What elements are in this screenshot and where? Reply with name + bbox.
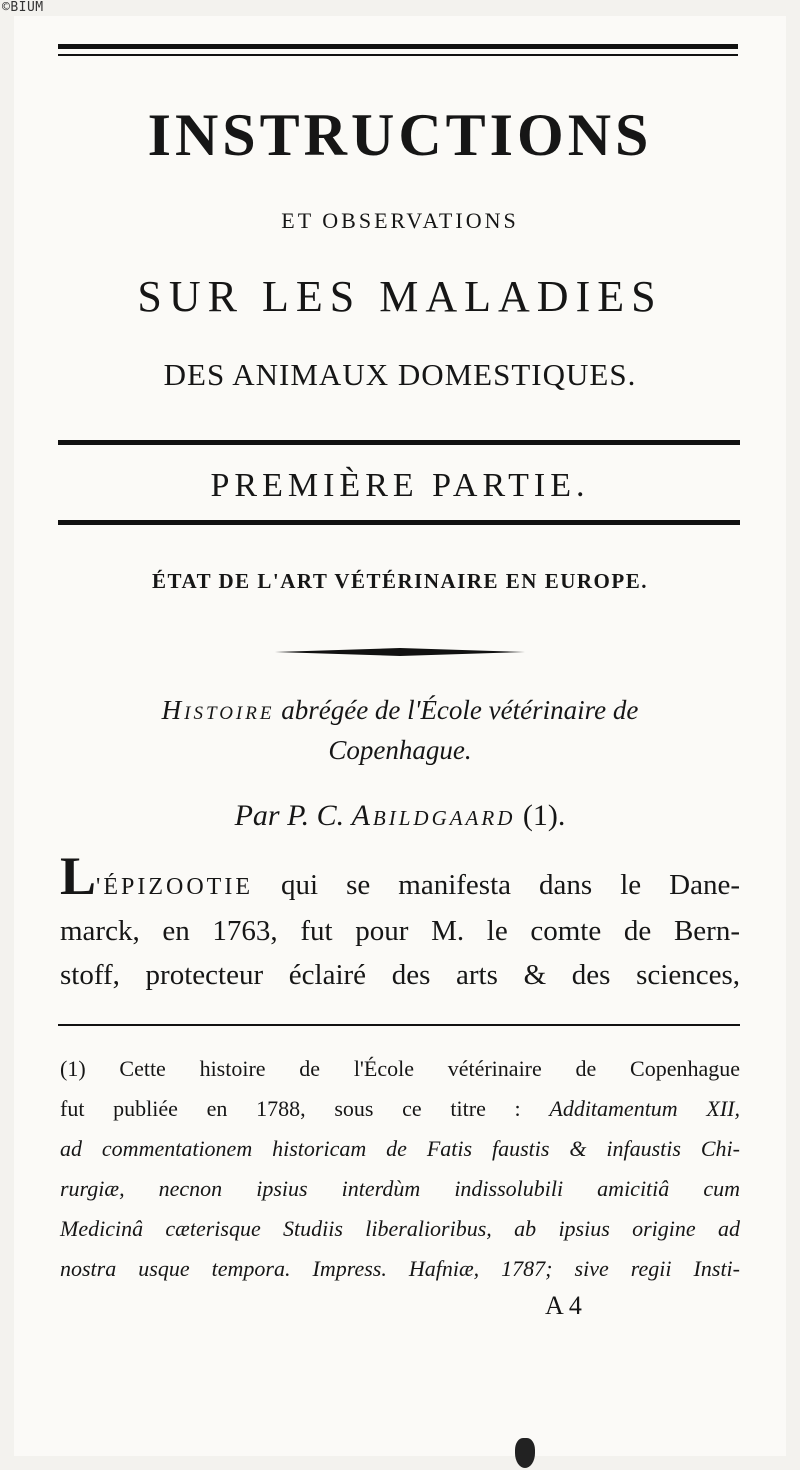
body-line-1-rest: qui se manifesta dans le Dane- [253, 869, 740, 901]
byline-note-ref: (1). [515, 799, 566, 832]
footnote-line-2 [60, 1094, 740, 1124]
title-des-animaux: DES ANIMAUX DOMESTIQUES. [163, 357, 637, 392]
history-heading-line1 [70, 690, 730, 730]
body-line-3: stoff, protecteur éclairé des arts & des sciences, [60, 959, 740, 991]
byline [0, 796, 800, 836]
drop-cap: L [60, 846, 97, 906]
footnote-separator [58, 1024, 740, 1026]
part-heading: PREMIÈRE PARTIE. [210, 467, 590, 504]
title-instructions: INSTRUCTIONS [147, 102, 653, 168]
history-heading-line2: Copenhague. [328, 735, 472, 765]
byline-author: Abildgaard [351, 799, 516, 832]
part-rule-bottom [58, 520, 740, 525]
history-word: Histoire [161, 695, 275, 725]
title-sur-les-maladies: SUR LES MALADIES [137, 272, 663, 321]
footnote-line-6: nostra usque tempora. Impress. Hafniæ, 1787; sive regii Insti- [60, 1256, 740, 1281]
section-heading: ÉTAT DE L'ART VÉTÉRINAIRE EN EUROPE. [152, 569, 648, 593]
watermark: ©BIUM [2, 0, 44, 15]
body-line-2: marck, en 1763, fut pour M. le comte de Bern- [60, 915, 740, 947]
body-smallcaps-word: 'ÉPIZOOTIE [96, 874, 253, 900]
top-double-rule-b [58, 54, 738, 56]
footnote-line-1: (1) Cette histoire de l'École vétérinaire de Copenhague [60, 1056, 740, 1081]
body-line-1 [60, 846, 740, 908]
part-rule-top [58, 440, 740, 445]
footnote-line-3: ad commentationem historicam de Fatis faustis & infaustis Chi- [60, 1136, 740, 1161]
footnote-line-4: rurgiæ, necnon ipsius interdùm indissolubili amicitiâ cum [60, 1176, 740, 1201]
footnote-line-2-roman: fut publiée en 1788, sous ce titre : [60, 1096, 550, 1121]
footnote-line-5: Medicinâ cæterisque Studiis liberalioribus, ab ipsius origine ad [60, 1216, 740, 1241]
signature-mark: A 4 [545, 1291, 582, 1320]
byline-prefix: Par P. C. [234, 799, 352, 832]
top-double-rule-a [58, 44, 738, 49]
title-et-observations: ET OBSERVATIONS [281, 208, 519, 233]
history-line1-rest: abrégée de l'École vétérinaire de [274, 695, 639, 725]
footnote-line-2-italic: Additamentum XII, [549, 1096, 740, 1121]
ink-blot [515, 1438, 535, 1468]
ornament-rule [275, 648, 525, 656]
